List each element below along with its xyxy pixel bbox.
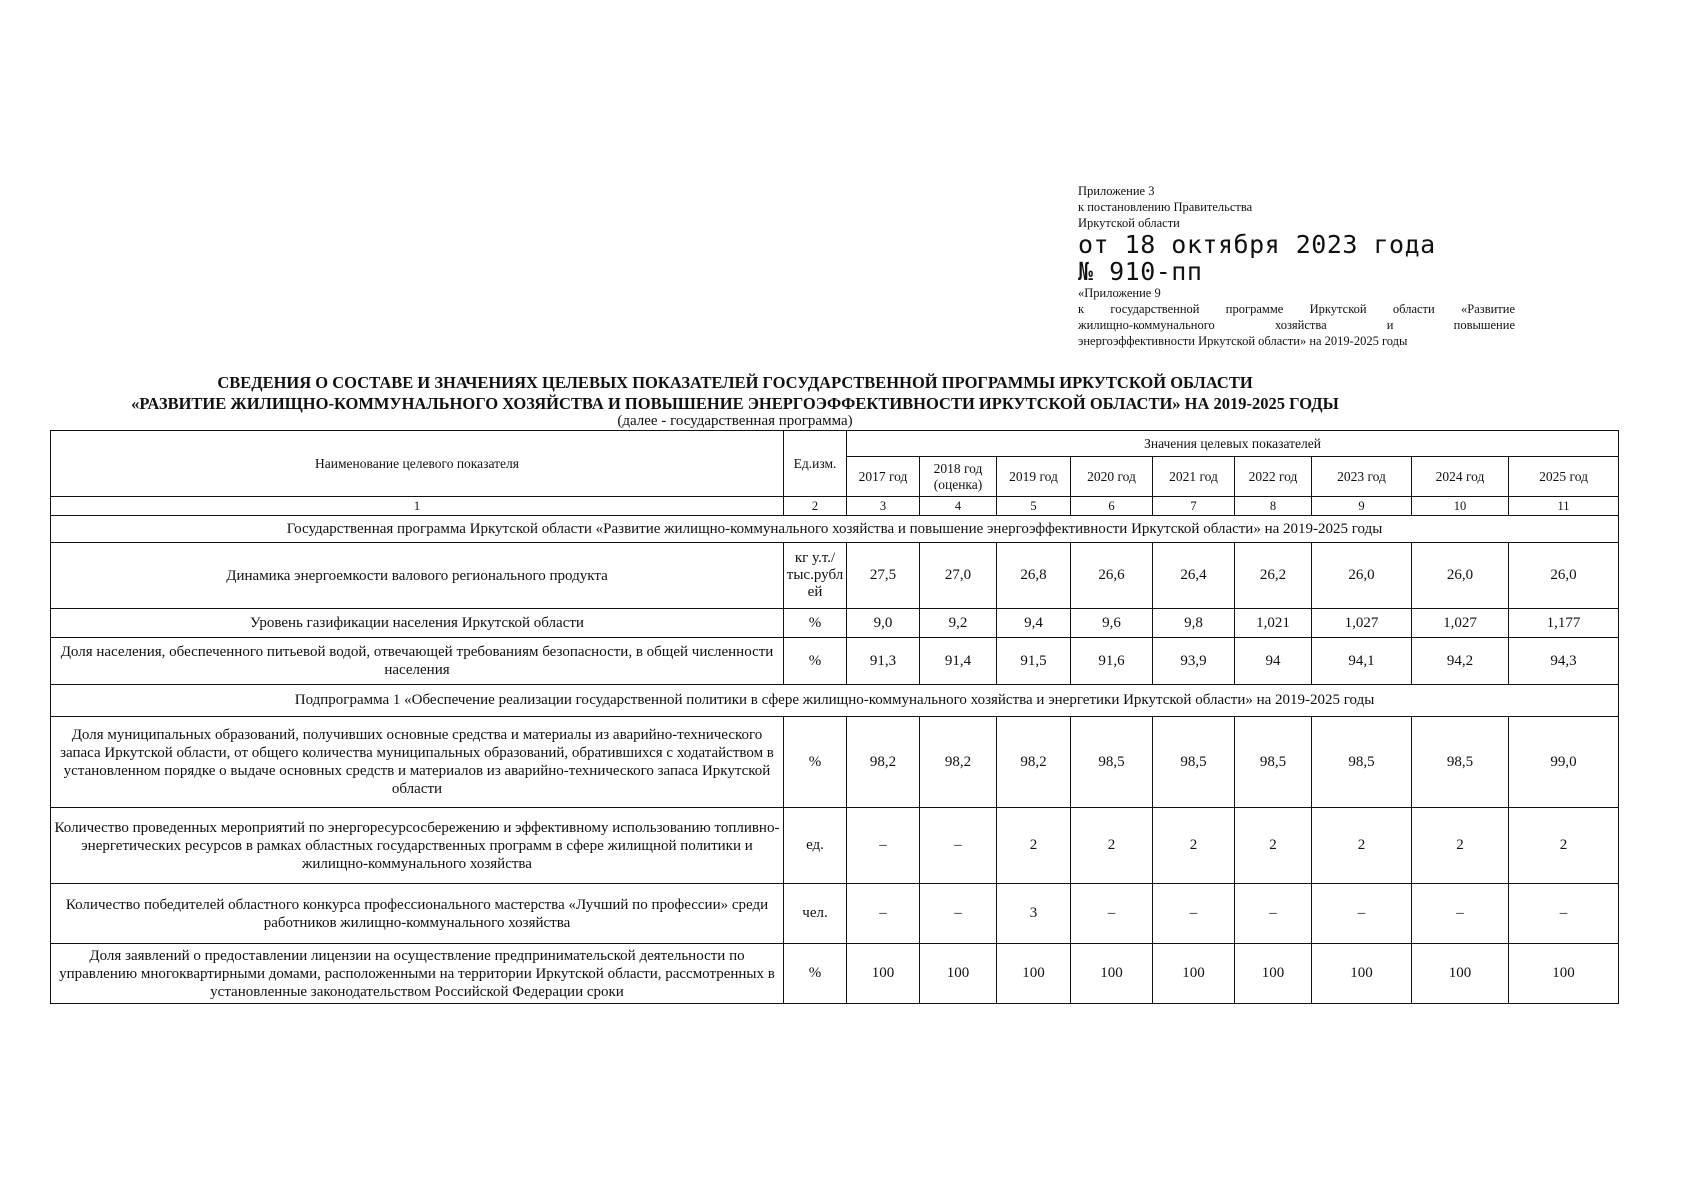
column-number: 8 bbox=[1235, 497, 1312, 516]
value-cell: 100 bbox=[1153, 944, 1235, 1004]
value-cell: – bbox=[1509, 884, 1619, 944]
program-ref-line3: энергоэффективности Иркутской области» на 2019-2025 годы bbox=[1078, 334, 1408, 348]
value-cell: 94,2 bbox=[1412, 638, 1509, 685]
value-cell: 100 bbox=[1071, 944, 1153, 1004]
value-cell: 100 bbox=[847, 944, 920, 1004]
header-row-group bbox=[51, 431, 1619, 457]
year-header: 2024 год bbox=[1412, 457, 1509, 497]
value-cell: 1,021 bbox=[1235, 609, 1312, 638]
value-cell: 93,9 bbox=[1153, 638, 1235, 685]
value-cell: 100 bbox=[920, 944, 997, 1004]
indicator-unit: % bbox=[784, 609, 847, 638]
value-cell: 26,0 bbox=[1412, 543, 1509, 609]
value-cell: 2 bbox=[1235, 808, 1312, 884]
document-subtitle: (далее - государственная программа) bbox=[617, 413, 853, 429]
year-header: 2017 год bbox=[847, 457, 920, 497]
value-cell: 98,2 bbox=[997, 717, 1071, 808]
value-cell: – bbox=[920, 884, 997, 944]
value-cell: 26,4 bbox=[1153, 543, 1235, 609]
value-cell: 100 bbox=[1509, 944, 1619, 1004]
value-cell: 91,6 bbox=[1071, 638, 1153, 685]
inner-appendix-label: «Приложение 9 bbox=[1078, 286, 1161, 300]
value-cell: 2 bbox=[1312, 808, 1412, 884]
year-header: 2020 год bbox=[1071, 457, 1153, 497]
value-cell: 9,4 bbox=[997, 609, 1071, 638]
column-number: 11 bbox=[1509, 497, 1619, 516]
value-cell: – bbox=[1153, 884, 1235, 944]
value-cell: 2 bbox=[1071, 808, 1153, 884]
value-cell: 99,0 bbox=[1509, 717, 1619, 808]
value-cell: 100 bbox=[1235, 944, 1312, 1004]
value-cell: 27,5 bbox=[847, 543, 920, 609]
value-cell: – bbox=[1235, 884, 1312, 944]
value-cell: 98,2 bbox=[847, 717, 920, 808]
title-line2: «РАЗВИТИЕ ЖИЛИЩНО-КОММУНАЛЬНОГО ХОЗЯЙСТВА И ПОВЫШЕНИЕ ЭНЕРГОЭФФЕКТИВНОСТИ ИРКУТСКОЙ ОБЛАСТИ» НА 2019-2025 ГОДЫ bbox=[131, 394, 1339, 413]
column-number: 9 bbox=[1312, 497, 1412, 516]
value-cell: 9,0 bbox=[847, 609, 920, 638]
column-number: 2 bbox=[784, 497, 847, 516]
value-cell: 26,2 bbox=[1235, 543, 1312, 609]
value-cell: – bbox=[920, 808, 997, 884]
value-cell: – bbox=[1312, 884, 1412, 944]
value-cell: 9,6 bbox=[1071, 609, 1153, 638]
table-row bbox=[51, 609, 1619, 638]
value-cell: 98,5 bbox=[1235, 717, 1312, 808]
year-header: 2018 год (оценка) bbox=[920, 457, 997, 497]
section-title: Государственная программа Иркутской области «Развитие жилищно-коммунального хозяйства и повышение энергоэффективности Иркутской области» на 2019-2025 годы bbox=[51, 516, 1619, 543]
value-cell: 100 bbox=[1412, 944, 1509, 1004]
value-cell: – bbox=[1071, 884, 1153, 944]
section-row-subprogram bbox=[51, 685, 1619, 717]
value-cell: 2 bbox=[1412, 808, 1509, 884]
indicator-name: Доля заявлений о предоставлении лицензии на осуществление предпринимательской деятельности по управлению многоквартирными домами, расположенными на территории Иркутской области, рассмотренных в установленные законодательством Российской Федерации сроки bbox=[51, 944, 784, 1004]
appendix-number: Приложение 3 bbox=[1078, 184, 1155, 198]
program-ref-line1: к государственной программе Иркутской области «Развитие bbox=[1078, 302, 1515, 316]
indicator-unit: кг у.т./ тыс.рубл ей bbox=[784, 543, 847, 609]
value-cell: 26,6 bbox=[1071, 543, 1153, 609]
col-header-name: Наименование целевого показателя bbox=[51, 431, 784, 497]
value-cell: 100 bbox=[1312, 944, 1412, 1004]
appendix-header bbox=[1078, 183, 1515, 349]
year-header: 2025 год bbox=[1509, 457, 1619, 497]
indicators-table bbox=[50, 430, 1619, 1004]
indicator-unit: ед. bbox=[784, 808, 847, 884]
value-cell: 3 bbox=[997, 884, 1071, 944]
value-cell: 94,3 bbox=[1509, 638, 1619, 685]
table-row bbox=[51, 944, 1619, 1004]
indicator-unit: % bbox=[784, 638, 847, 685]
value-cell: 26,0 bbox=[1312, 543, 1412, 609]
value-cell: 1,177 bbox=[1509, 609, 1619, 638]
year-header: 2019 год bbox=[997, 457, 1071, 497]
indicator-name: Доля муниципальных образований, получивших основные средства и материалы из аварийно-технического запаса Иркутской области, от общего количества муниципальных образований, обратившихся с ходатайством в установленном порядке о выдаче основных средств и материалов из аварийно-технического запаса Иркутской области bbox=[51, 717, 784, 808]
table-row bbox=[51, 543, 1619, 609]
value-cell: 1,027 bbox=[1412, 609, 1509, 638]
indicator-name: Количество победителей областного конкурса профессионального мастерства «Лучший по профессии» среди работников жилищно-коммунального хозяйства bbox=[51, 884, 784, 944]
resolution-number: № 910-пп bbox=[1078, 257, 1203, 286]
value-cell: 26,0 bbox=[1509, 543, 1619, 609]
document-title bbox=[40, 372, 1430, 414]
col-header-values-group: Значения целевых показателей bbox=[847, 431, 1619, 457]
value-cell: 94,1 bbox=[1312, 638, 1412, 685]
year-header: 2022 год bbox=[1235, 457, 1312, 497]
value-cell: 9,2 bbox=[920, 609, 997, 638]
value-cell: 91,3 bbox=[847, 638, 920, 685]
indicator-name: Уровень газификации населения Иркутской области bbox=[51, 609, 784, 638]
program-ref-line2: жилищно-коммунального хозяйства и повышение bbox=[1078, 318, 1515, 332]
column-numbers-row bbox=[51, 497, 1619, 516]
value-cell: 2 bbox=[1509, 808, 1619, 884]
table-row bbox=[51, 717, 1619, 808]
year-header: 2023 год bbox=[1312, 457, 1412, 497]
indicator-unit: чел. bbox=[784, 884, 847, 944]
title-line1: СВЕДЕНИЯ О СОСТАВЕ И ЗНАЧЕНИЯХ ЦЕЛЕВЫХ ПОКАЗАТЕЛЕЙ ГОСУДАРСТВЕННОЙ ПРОГРАММЫ ИРКУТСКОЙ ОБЛАСТИ bbox=[217, 373, 1253, 392]
table-row bbox=[51, 808, 1619, 884]
value-cell: – bbox=[847, 808, 920, 884]
indicator-unit: % bbox=[784, 944, 847, 1004]
value-cell: 100 bbox=[997, 944, 1071, 1004]
value-cell: 91,5 bbox=[997, 638, 1071, 685]
column-number: 5 bbox=[997, 497, 1071, 516]
value-cell: 98,5 bbox=[1071, 717, 1153, 808]
value-cell: 26,8 bbox=[997, 543, 1071, 609]
value-cell: – bbox=[847, 884, 920, 944]
value-cell: 98,5 bbox=[1153, 717, 1235, 808]
table-row bbox=[51, 884, 1619, 944]
column-number: 6 bbox=[1071, 497, 1153, 516]
value-cell: – bbox=[1412, 884, 1509, 944]
indicator-unit: % bbox=[784, 717, 847, 808]
region-ref: Иркутской области bbox=[1078, 216, 1180, 230]
value-cell: 9,8 bbox=[1153, 609, 1235, 638]
year-header: 2021 год bbox=[1153, 457, 1235, 497]
col-header-unit: Ед.изм. bbox=[784, 431, 847, 497]
section-row-program bbox=[51, 516, 1619, 543]
indicator-name: Динамика энергоемкости валового регионального продукта bbox=[51, 543, 784, 609]
column-number: 1 bbox=[51, 497, 784, 516]
resolution-ref: к постановлению Правительства bbox=[1078, 200, 1253, 214]
column-number: 4 bbox=[920, 497, 997, 516]
indicator-name: Количество проведенных мероприятий по энергоресурсосбережению и эффективному использованию топливно-энергетических ресурсов в рамках областных государственных программ в сфере жилищной политики и жилищно-коммунального хозяйства bbox=[51, 808, 784, 884]
column-number: 7 bbox=[1153, 497, 1235, 516]
resolution-date: от 18 октября 2023 года bbox=[1078, 230, 1436, 259]
table-row bbox=[51, 638, 1619, 685]
indicator-name: Доля населения, обеспеченного питьевой водой, отвечающей требованиям безопасности, в общей численности населения bbox=[51, 638, 784, 685]
value-cell: 98,5 bbox=[1312, 717, 1412, 808]
value-cell: 27,0 bbox=[920, 543, 997, 609]
value-cell: 1,027 bbox=[1312, 609, 1412, 638]
value-cell: 94 bbox=[1235, 638, 1312, 685]
value-cell: 98,2 bbox=[920, 717, 997, 808]
value-cell: 2 bbox=[997, 808, 1071, 884]
column-number: 3 bbox=[847, 497, 920, 516]
value-cell: 2 bbox=[1153, 808, 1235, 884]
column-number: 10 bbox=[1412, 497, 1509, 516]
value-cell: 91,4 bbox=[920, 638, 997, 685]
section-title: Подпрограмма 1 «Обеспечение реализации государственной политики в сфере жилищно-коммунального хозяйства и энергетики Иркутской области» на 2019-2025 годы bbox=[51, 685, 1619, 717]
value-cell: 98,5 bbox=[1412, 717, 1509, 808]
